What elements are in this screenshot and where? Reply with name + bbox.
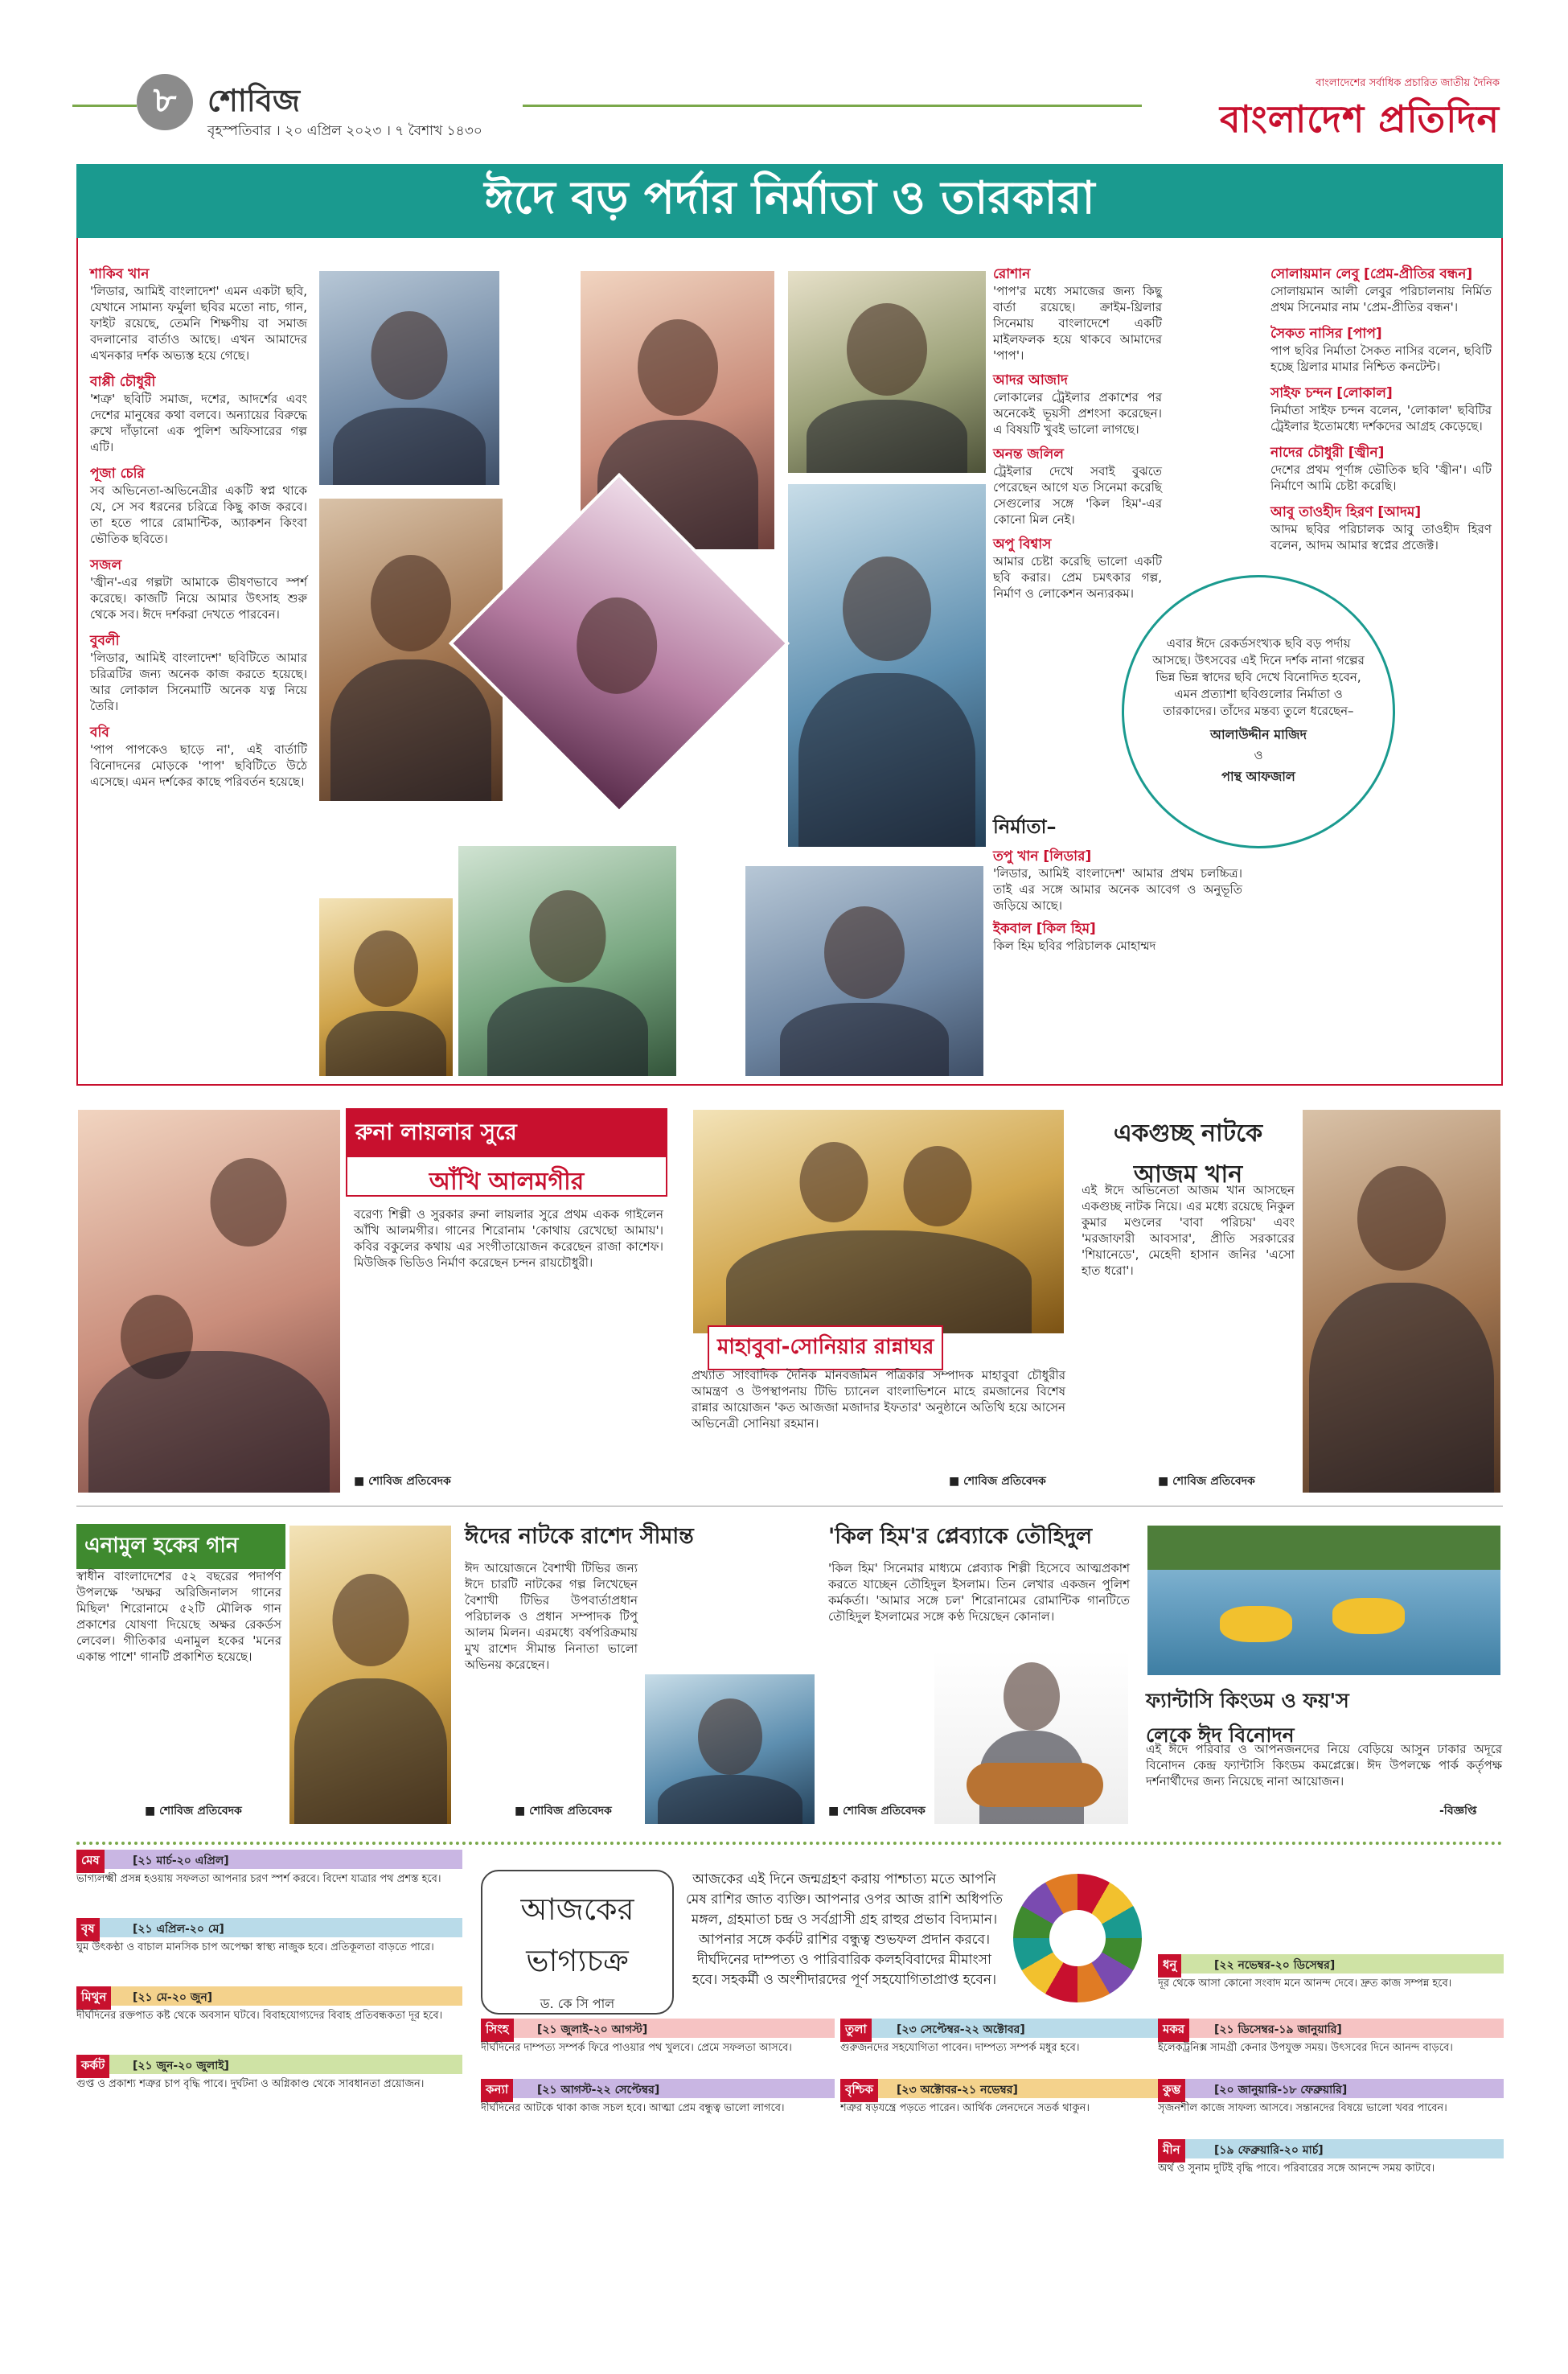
name-saif: সাইফ চন্দন [লোকাল] [1270,385,1393,401]
mahabuba-body: প্রখ্যাত সাংবাদিক দৈনিক মানবজমিন পত্রিকার সম্পাদক মাহাবুবা চৌধুরীর আমন্ত্রণ ও উপস্থাপনায় টিভি চ্যানেল বাংলাভিশনে মাহে রমজানের বিশেষ রান্নার আয়োজন 'কত আজজা মজাদার ইফতার' অনুষ্ঠানে অতিথি হয়ে আসেন অভিনেত্রী সোনিয়া রহমান। [692,1368,1065,1431]
text-nader: দেশের প্রথম পূর্ণাঙ্গ ভৌতিক ছবি 'জ্বীন'। এটি নির্মাণে আমি চেষ্টা করেছি। [1270,462,1492,493]
enamul-byline: ■ শোবিজ প্রতিবেদক [145,1805,242,1817]
sign-name: কর্কট [76,2055,109,2078]
quote-author-1: আলাউদ্দীন মাজিদ [1209,727,1307,742]
horoscope-sign [840,2079,1162,2142]
name-roshan: রোশান [993,266,1031,282]
item-bubly [90,632,307,714]
photo-tauhidul [933,1649,1130,1826]
azam-title-1: একগুচ্ছ নাটকে [1113,1119,1263,1148]
sign-text: ইলেকট্রনিক্স সামগ্রী কেনার উপযুক্ত সময়। উৎসবের দিনে আনন্দ বাড়বে। [1158,2042,1453,2054]
horoscope-separator [76,1842,1503,1845]
item-nader [1270,444,1492,494]
date-line: বৃহস্পতিবার । ২০ এপ্রিল ২০২৩ । ৭ বৈশাখ ১৪৩০ [207,123,482,139]
masthead-rule-left [72,105,137,107]
quote-text: এবার ঈদে রেকর্ডসংখ্যক ছবি বড় পর্দায় আসছে। উৎসবের এই দিনে দর্শক নানা গল্পের ভিন্ন ভিন্ন স্বাদের ছবি দেখে বিনোদিত হবেন, এমন প্রত্যাশা ছবিগুলোর নির্মাতা ও তারকাদের। তাঁদের মন্তব্য তুলে ধরেছেন– [1152,636,1365,718]
text-bobby: 'পাপ পাপকেও ছাড়ে না', এই বার্তাটি বিনোদনের মোড়কে 'পাপ' ছবিটিতে উঠে এসেছে। এমন দর্শকের কাছে পরিবর্তন হয়েছে। [90,742,307,789]
page-number: ৮ [153,79,177,121]
text-ador: লোকালের ট্রেইলার প্রকাশের পর অনেকেই ভূয়সী প্রশংসা করেছেন। এ বিষয়টি খুবই ভালো লাগছে। [993,390,1162,437]
photo-runa-akhi [76,1108,342,1494]
paper-logo: বাংলাদেশ প্রতিদিন [1219,97,1500,141]
enamul-body: স্বাধীন বাংলাদেশের ৫২ বছরের পদার্পণ উপলক্ষে 'অক্ষর অরিজিনালস গানের মিছিল' শিরোনামে ৫২টি মৌলিক গান প্রকাশের যোষণা দিয়েছে অক্ষর রেকর্ডস লেবেল। গীতিকার এনামুল হকের 'মনের একান্ত পাশে' গানটি প্রকাশিত হয়েছে। [76,1569,281,1664]
left-column [90,265,307,790]
tauhidul-title: 'কিল হিম'র প্লেব্যাকে তৌহিদুল [828,1524,1093,1549]
horoscope-sign [1158,2019,1504,2081]
sign-name: বৃশ্চিক [840,2079,878,2102]
sign-name: তুলা [840,2019,872,2042]
sign-name: সিংহ [481,2019,514,2042]
text-bubly: 'লিডার, আমিই বাংলাদেশ' ছবিটিতে আমার চরিত্রটির জন্য অনেক কাজ করতে হয়েছে। আর লোকাল সিনেমাটি অনেক যত্ন নিয়ে তৈরি। [90,651,307,713]
name-apu: অপু বিশ্বাস [993,536,1052,552]
quote-author-2: পান্থ আফজাল [1221,769,1295,784]
text-bappy: 'শত্রু' ছবিটি সমাজ, দশের, আদর্শের এবং দেশের মানুষের কথা বলবে। অন্যায়ের বিরুদ্ধে রুখে দাঁড়ানো এক পুলিশ অফিসারের গল্প এটি। [90,392,307,454]
mahabuba-title: মাহাবুবা-সোনিয়ার রান্নাঘর [708,1325,943,1370]
rashed-title: ঈদের নাটকে রাশেদ সীমান্ত [465,1524,694,1549]
item-iqbal [993,920,1242,954]
masthead [0,0,1568,157]
photo-iqbal [744,865,985,1078]
zodiac-wheel [1013,1874,1142,2002]
name-ananta: অনন্ত জলিল [993,446,1064,462]
tree-line [1147,1526,1502,1570]
item-saikat [1270,325,1492,375]
middle-column [993,265,1162,610]
photo-mahabuba-sonia [692,1108,1065,1335]
horoscope-sign [76,1918,462,1981]
photo-sajal [318,897,454,1078]
sign-name: কুম্ভ [1158,2079,1185,2102]
horoscope-author: ড. কে সি পাল [540,1996,615,2011]
fantasy-byline: -বিজ্ঞপ্তি [1439,1805,1477,1817]
text-apu: আমার চেষ্টা করেছি ভালো একটি ছবি করার। প্রেম চমৎকার গল্প, নির্মাণ ও লোকেশন অন্যরকম। [993,554,1162,601]
boat-1 [1220,1606,1292,1642]
sign-text: ভাগ্যলক্ষ্মী প্রসন্ন হওয়ায় সফলতা আপনার চরণ স্পর্শ করবে। বিদেশ যাত্রার পথ প্রশস্ত হবে। [76,1873,441,1885]
photo-roshan [786,269,987,474]
azam-byline: ■ শোবিজ প্রতিবেদক [1158,1475,1255,1488]
photo-enamul [288,1524,453,1826]
sign-text: সৃজনশীল কাজে সাফল্য আসবে। সন্তানদের বিষয়ে ভালো খবর পাবেন। [1158,2102,1447,2114]
name-hiron: আবু তাওহীদ হিরণ [আদম] [1270,504,1422,520]
runa-title-1: রুনা লায়লার সুরে [347,1110,666,1157]
sign-name: মীন [1158,2139,1185,2162]
sign-color-bar [1158,2139,1504,2158]
item-roshan [993,265,1162,363]
sign-range: [২৩ অক্টোবর-২১ নভেম্বর] [897,2084,1018,2097]
name-bappy: বাপ্পী চৌধুরী [90,374,156,390]
text-iqbal: কিল হিম ছবির পরিচালক মোহাম্মদ [993,939,1156,953]
guitar-shape [967,1763,1103,1807]
runa-byline: ■ শোবিজ প্রতিবেদক [354,1475,451,1488]
text-roshan: 'পাপ'র মধ্যে সমাজের জন্য কিছু বার্তা রয়েছে। ক্রাইম-থ্রিলার সিনেমায় বাংলাদেশে একটি মাইলফলক হয়ে থাকবে আমাদের 'পাপ'। [993,284,1162,363]
sign-range: [১৯ ফেব্রুয়ারি-২০ মার্চ] [1214,2144,1324,2157]
text-sajal: 'জ্বীন'-এর গল্পটা আমাকে ভীষণভাবে স্পর্শ করেছে। কাজটি নিয়ে আমার উৎসাহ শুরু থেকে সব। ঈদে দর্শকরা দেখতে পারবেন। [90,575,307,622]
horoscope-sign [481,2019,835,2081]
makers-heading: নির্মাতা– [993,815,1057,838]
sign-range: [২৩ সেপ্টেম্বর-২২ অক্টোবর] [897,2023,1025,2036]
item-bappy [90,373,307,455]
banner [76,164,1503,238]
sign-range: [২১ আগস্ট-২২ সেপ্টেম্বর] [537,2084,660,2097]
horoscope-sign [1158,2079,1504,2142]
sign-text: দীর্ঘদিনের দাম্পত্য সম্পর্ক ফিরে পাওয়ার পথ খুলবে। প্রেমে সফলতা আসবে। [481,2042,792,2054]
horoscope-sign [1158,2139,1504,2202]
sign-range: [২১ এপ্রিল-২০ মে] [133,1923,224,1936]
item-bobby [90,724,307,790]
item-saif [1270,384,1492,434]
photo-bubly [457,844,678,1078]
item-tapu [993,848,1242,914]
name-lebu: সোলায়মান লেবু [প্রেম-প্রীতির বন্ধন] [1270,266,1473,282]
horoscope-sign [481,2079,835,2142]
photo-anonto [786,483,987,848]
item-shakib [90,265,307,363]
horoscope-sign [76,1850,462,1912]
name-saikat: সৈকত নাসির [পাপ] [1270,326,1382,342]
sign-name: মিথুন [76,1986,111,2010]
sign-text: গুরুজনদের সহযোগিতা পাবেন। দাম্পত্য সম্পর্ক মধুর হবে। [840,2042,1080,2054]
name-bobby: ববি [90,725,109,741]
sign-range: [২১ মার্চ-২০ এপ্রিল] [133,1854,229,1867]
text-tapu: 'লিডার, আমিই বাংলাদেশ' আমার প্রথম চলচ্চিত্র। তাই এর সঙ্গে আমার অনেক আবেগ ও অনুভূতি জড়িয়ে আছে। [993,866,1242,913]
sign-name: বৃষ [76,1918,100,1941]
sign-range: [২১ জুলাই-২০ আগস্ট] [537,2023,648,2036]
text-saif: নির্মাতা সাইফ চন্দন বলেন, 'লোকাল' ছবিটির ট্রেইলার ইতোমধ্যে দর্শকদের আগ্রহ কেড়েছে। [1270,403,1492,433]
name-ador: আদর আজাদ [993,372,1068,388]
quote-circle [1122,575,1395,848]
mahabuba-byline: ■ শোবিজ প্রতিবেদক [949,1475,1046,1488]
horoscope-title-2: ভাগ্যচক্র [526,1943,629,1978]
name-sajal: সজল [90,557,122,573]
section-title: শোবিজ [207,83,300,118]
name-tapu: তপু খান [লিডার] [993,848,1092,865]
text-lebu: সোলায়মান আলী লেবুর পরিচালনায় নির্মিত প্রথম সিনেমার নাম 'প্রেম-প্রীতির বন্ধন'। [1270,284,1492,314]
sign-text: গুপ্ত ও প্রকাশ্য শত্রুর চাপ বৃদ্ধি পাবে। দুর্ঘটনা ও অগ্নিকাণ্ড থেকে সাবধানতা প্রয়োজন। [76,2078,425,2090]
row3-rule [76,1505,1503,1507]
sign-range: [২১ জুন-২০ জুলাই] [133,2060,229,2072]
enamul-title: এনামুল হকের গান [76,1524,285,1569]
horoscope-sign [76,2055,462,2117]
sign-text: শত্রুর ষড়যন্ত্রে পড়তে পারেন। আর্থিক লেনদেনে সতর্ক থাকুন। [840,2102,1090,2114]
azam-title-2: আজম খান [1133,1160,1243,1189]
photo-azam [1301,1108,1502,1494]
item-hiron [1270,503,1492,553]
sign-text: দীর্ঘদিনের আটকে থাকা কাজ সচল হবে। আত্মা প্রেম বন্ধুত্ব ভালো লাগবে। [481,2102,785,2114]
boat-2 [1332,1598,1405,1634]
horoscope-title-box [481,1870,674,2015]
photo-shakib [318,269,501,487]
text-ananta: ট্রেইলার দেখে সবাই বুঝতে পেরেছেন আগে যত সিনেমা করেছি সেগুলোর সঙ্গে 'কিল হিম'-এর কোনো মিল নেই। [993,464,1162,527]
runa-body: বরেণ্য শিল্পী ও সুরকার রুনা লায়লার সুরে প্রথম একক গাইলেন আঁখি আলমগীর। গানের শিরোনাম 'কোথায় রেখেছো আমায়'। কবির বকুলের কথায় এর সংগীতায়োজন করেছেন রাজা কাশেফ। মিউজিক ভিডিও নির্মাণ করেছেন চন্দন রায়চৌধুরী। [354,1207,663,1270]
item-puja [90,465,307,547]
sign-range: [২১ ডিসেম্বর-১৯ জানুয়ারি] [1214,2023,1342,2036]
horoscope-title-1: আজকের [520,1891,634,1927]
text-saikat: পাপ ছবির নির্মাতা সৈকত নাসির বলেন, ছবিটি হচ্ছে থ্রিলার মামার নিশ্চিত কনটেন্ট। [1270,343,1492,374]
fantasy-title-1: ফ্যান্টাসি কিংডম ও ফয়'স [1146,1689,1349,1712]
page-number-badge [137,74,193,130]
sign-text: দীর্ঘদিনের রক্তপাত কষ্ট থেকে অবসান ঘটবে। বিবাহযোগ্যদের বিবাহ প্রতিবন্ধকতা দূর হবে। [76,2010,443,2022]
sign-name: মকর [1158,2019,1189,2042]
item-lebu [1270,265,1492,315]
text-puja: সব অভিনেতা-অভিনেত্রীর একটি স্বপ্ন থাকে যে, সে সব ধরনের চরিত্রে কিছু কাজ করবে। তা হতে পারে রোমান্টিক, অ্যাকশন কিংবা ভৌতিক ছবিতে। [90,483,307,546]
fantasy-title-2: লেকে ঈদ বিনোদন [1146,1723,1295,1747]
sign-range: [২১ মে-২০ জুন] [133,1991,213,2004]
name-bubly: বুবলী [90,633,120,649]
horoscope-intro: আজকের এই দিনে জন্মগ্রহণ করায় পাশ্চাত্য মতে আপনি মেষ রাশির জাত ব্যক্তি। আপনার ওপর আজ রাশি অধিপতি মঙ্গল, গ্রহমাতা চন্দ্র ও সর্বগ্রাসী গ্রহ রাহুর প্রভাব বিদ্যমান। আপনার সঙ্গে কর্কট রাশির বন্ধুত্ব শুভফল প্রদান করবে। দীর্ঘদিনের দাম্পত্য ও পারিবারিক কলহবিবাদের মীমাংসা হবে। সহকর্মী ও অংশীদারদের পূর্ণ সহযোগিতাপ্রাপ্ত হবেন। [686,1871,1003,1988]
sign-range: [২২ নভেম্বর-২০ ডিসেম্বর] [1214,1959,1336,1972]
sign-name: ধনু [1158,1954,1181,1978]
fantasy-body: এই ঈদে পরিবার ও আপনজনদের নিয়ে বেড়িয়ে আসুন ঢাকার অদূরে বিনোদন কেন্দ্র ফ্যান্টাসি কিংডম কমপ্লেক্সে। ঈদ উপলক্ষে পার্ক কর্তৃপক্ষ দর্শনার্থীদের জন্য নিয়েছে নানা আয়োজন। [1146,1742,1502,1789]
item-apu [993,536,1162,602]
masthead-rule-right [523,105,1142,107]
rashed-body: ঈদ আয়োজনে বৈশাখী টিভির জন্য ঈদে চারটি নাটকের গল্প লিখেছেন বৈশাখী টিভির উপবার্তাপ্রধান পরিচালক ও প্রধান সম্পাদক টিপু আলম মিলন। এরমধ্যে বর্ষপরিক্রমায় মুখ রাশেদ সীমান্ত নিনাতা ভালো অভিনয় করেছেন। [465,1561,638,1672]
sign-text: দূর থেকে আসা কোনো সংবাদ মনে আনন্দ দেবে। দ্রুত কাজ সম্পন্ন হবে। [1158,1978,1452,1990]
sign-color-bar [481,2019,835,2038]
text-shakib: 'লিডার, আমিই বাংলাদেশ' এমন একটা ছবি, যেখানে সামান্য ফর্মুলা ছবির মতো নাচ, গান, ফাইট রয়েছে, তেমনি শিক্ষণীয় বা সমাজ বদলানোর বার্তাও আছে। এখন আমাদের এখনকার দর্শক অভ্যস্ত হয়ে গেছে। [90,284,307,363]
name-puja: পূজা চেরি [90,466,145,482]
azam-body: এই ঈদে অভিনেতা আজম খান আসছেন একগুচ্ছ নাটক নিয়ে। এর মধ্যে রয়েছে নিকুল কুমার মণ্ডলের 'বাবা পরিচয়' এবং 'মরজাফারী আবসার', প্রীতি সরকারের 'শিয়ানেডে', মেহেদী হাসান জনির 'এসো হাত ধরো'। [1082,1183,1295,1278]
horoscope-sign [840,2019,1162,2081]
item-ananta [993,446,1162,528]
paper-tagline: বাংলাদেশের সর্বাধিক প্রচারিত জাতীয় দৈনিক [1316,77,1500,89]
banner-title: ঈদে বড় পর্দার নির্মাতা ও তারকারা [484,172,1095,224]
photo-fantasy-kingdom [1146,1524,1502,1677]
runa-title-box [346,1108,667,1197]
runa-title-2: আঁখি আলমগীর [429,1168,585,1196]
tauhidul-byline: ■ শোবিজ প্রতিবেদক [828,1805,926,1817]
right-column [1270,265,1492,553]
horoscope-sign [1158,1954,1504,2017]
sign-range: [২০ জানুয়ারি-১৮ ফেব্রুয়ারি] [1214,2084,1348,2097]
name-iqbal: ইকবাল [কিল হিম] [993,921,1096,937]
sign-text: ঘুম উৎকণ্ঠা ও বাচাল মানসিক চাপ অপেক্ষা স্বাস্থ্য নাজুক হবে। প্রতিকূলতা বাড়তে পারে। [76,1941,434,1953]
item-ador [993,372,1162,437]
rashed-byline: ■ শোবিজ প্রতিবেদক [515,1805,612,1817]
horoscope-sign [76,1986,462,2049]
tauhidul-body: 'কিল হিম' সিনেমার মাধ্যমে প্লেব্যাক শিল্পী হিসেবে আত্মপ্রকাশ করতে যাচ্ছেন তৌহিদুল ইসলাম। তিন লেখার একজন পুলিশ কর্মকর্তা। 'আমার সঙ্গে চল' শিরোনামের রোমান্টিক গানটিতে তৌহিদুল ইসলামের সঙ্গে কণ্ঠ দিয়েছেন কোনাল। [828,1561,1130,1624]
sign-name: মেষ [76,1850,105,1873]
sign-text: অর্থ ও সুনাম দুটিই বৃদ্ধি পাবে। পরিবারের সঙ্গে আনন্দে সময় কাটবে। [1158,2162,1435,2175]
photo-rashed [643,1673,816,1826]
name-nader: নাদের চৌধুরী [জ্বীন] [1270,445,1385,461]
quote-and: ও [1254,748,1263,762]
item-sajal [90,557,307,622]
text-hiron: আদম ছবির পরিচালক আবু তাওহীদ হিরণ বলেন, আদম আমার স্বপ্নের প্রজেক্ট। [1270,522,1492,552]
name-shakib: শাকিব খান [90,266,150,282]
sign-name: কন্যা [481,2079,513,2102]
